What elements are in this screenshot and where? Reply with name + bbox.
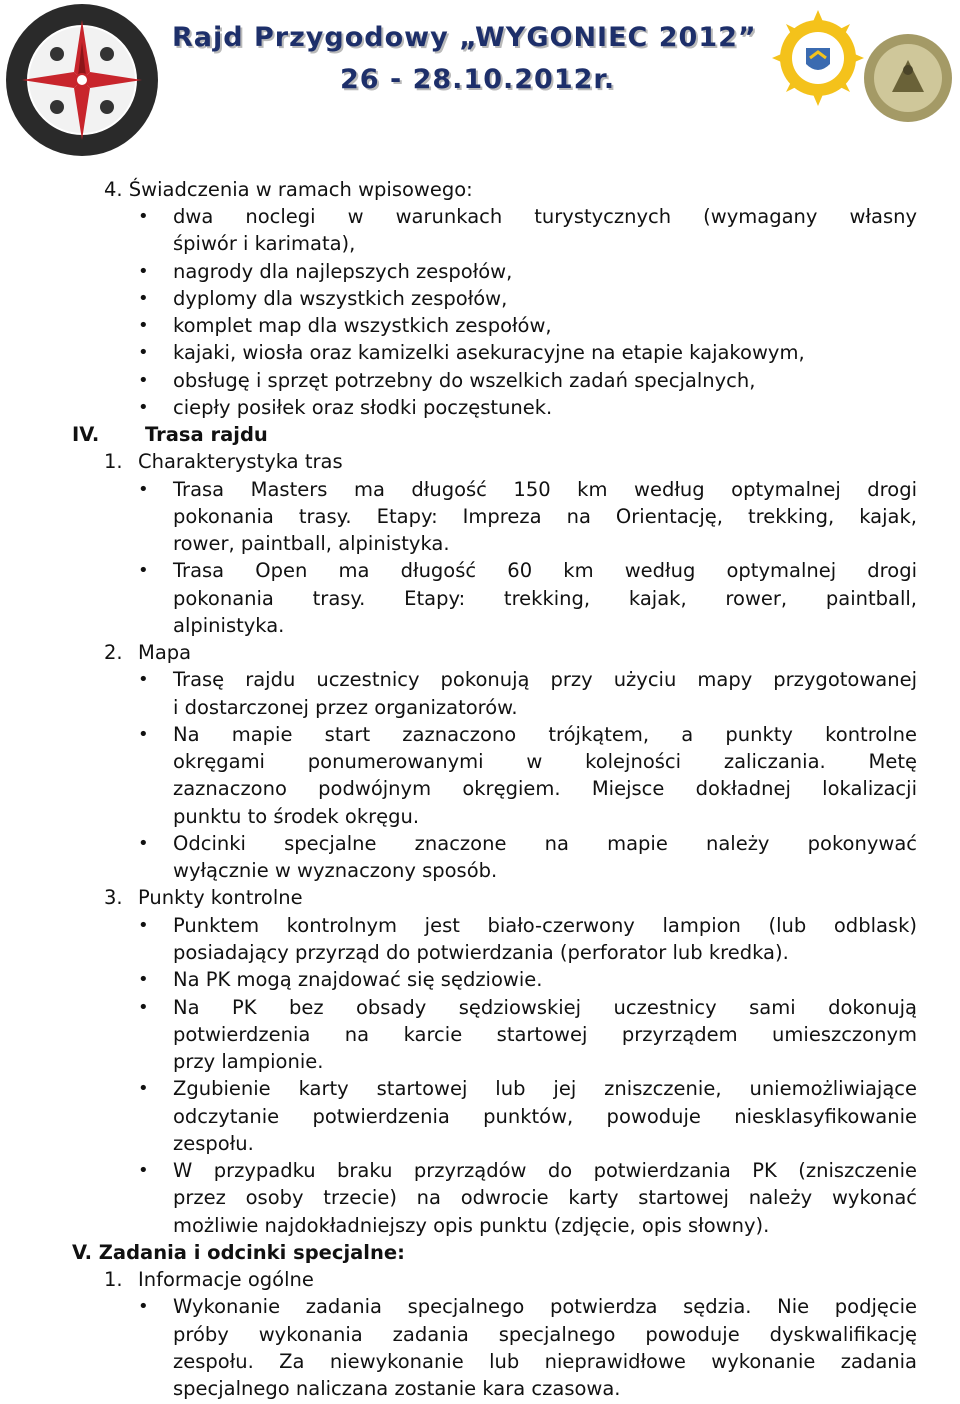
list-item-continuation: pokonania trasy. Etapy: trekking, kajak, rower, paintball, [173, 587, 917, 610]
club-seal-logo [862, 30, 954, 126]
list-item: Trasa Open ma długość 60 km według optymalnej drogi [173, 559, 917, 582]
bullet: • [138, 370, 149, 391]
list-item-continuation: próby wykonania zadania specjalnego powoduje dyskwalifikację [173, 1323, 917, 1346]
bullet: • [138, 833, 149, 854]
list-item: Punktem kontrolnym jest biało-czerwony lampion (lub odblask) [173, 914, 917, 937]
list-item-continuation: wyłącznie w wyznaczony sposób. [173, 859, 498, 882]
bullet: • [138, 997, 149, 1018]
list-item: Odcinki specjalne znaczone na mapie należy pokonywać [173, 832, 917, 855]
list-item: obsługę i sprzęt potrzebny do wszelkich zadań specjalnych, [173, 369, 756, 392]
list-item-continuation: posiadający przyrząd do potwierdzania (perforator lub kredka). [173, 941, 789, 964]
section-iv-title: Trasa rajdu [145, 423, 268, 446]
association-logo [772, 8, 864, 108]
list-item-continuation: zaznaczono podwójnym okręgiem. Miejsce dokładnej lokalizacji [173, 777, 917, 800]
header-date: 26 - 28.10.2012r. [340, 64, 616, 95]
list-item: W przypadku braku przyrządów do potwierdzania PK (zniszczenie [173, 1159, 917, 1182]
list-item: dyplomy dla wszystkich zespołów, [173, 287, 508, 310]
list-item-continuation: zespołu. Za niewykonanie lub nieprawidłowe wykonanie zadania [173, 1350, 917, 1373]
subsection-5-1-title: Informacje ogólne [138, 1268, 314, 1291]
subsection-3-number: 3. [104, 886, 123, 909]
subsection-1-title: Charakterystyka tras [138, 450, 343, 473]
bullet: • [138, 288, 149, 309]
list-item-continuation: alpinistyka. [173, 614, 285, 637]
list-item: ciepły posiłek oraz słodki poczęstunek. [173, 396, 553, 419]
subsection-5-1-number: 1. [104, 1268, 123, 1291]
bullet: • [138, 342, 149, 363]
rally-logo [2, 2, 162, 158]
header-title: Rajd Przygodowy „WYGONIEC 2012” [172, 22, 757, 53]
list-item: Na PK bez obsady sędziowskiej uczestnicy sami dokonują [173, 996, 917, 1019]
bullet: • [138, 669, 149, 690]
page-header [0, 0, 960, 165]
list-item: Wykonanie zadania specjalnego potwierdza sędzia. Nie podjęcie [173, 1295, 917, 1318]
list-item-continuation: specjalnego naliczana zostanie kara czasowa. [173, 1377, 621, 1400]
list-item-continuation: rower, paintball, alpinistyka. [173, 532, 450, 555]
list-item-continuation: punktu to środek okręgu. [173, 805, 420, 828]
bullet: • [138, 1160, 149, 1181]
list-item: nagrody dla najlepszych zespołów, [173, 260, 513, 283]
subsection-1-number: 1. [104, 450, 123, 473]
list-item: Trasę rajdu uczestnicy pokonują przy użyciu mapy przygotowanej [173, 668, 917, 691]
list-item-continuation: potwierdzenia na karcie startowej przyrządem umieszczonym [173, 1023, 917, 1046]
list-item: Na PK mogą znajdować się sędziowie. [173, 968, 543, 991]
section-iv-number: IV. [72, 423, 100, 446]
list-item-continuation: okręgami ponumerowanymi w kolejności zaliczania. Metę [173, 750, 917, 773]
subsection-2-number: 2. [104, 641, 123, 664]
subsection-2-title: Mapa [138, 641, 192, 664]
list-item-continuation: śpiwór i karimata), [173, 232, 356, 255]
bullet: • [138, 261, 149, 282]
bullet: • [138, 315, 149, 336]
section-v-title: V. Zadania i odcinki specjalne: [72, 1241, 405, 1264]
list-item: dwa noclegi w warunkach turystycznych (wymagany własny [173, 205, 917, 228]
list-item: Zgubienie karty startowej lub jej zniszczenie, uniemożliwiające [173, 1077, 917, 1100]
list-item-continuation: zespołu. [173, 1132, 254, 1155]
list-item-continuation: odczytanie potwierdzenia punktów, powoduje niesklasyfikowanie [173, 1105, 917, 1128]
list-item: Na mapie start zaznaczono trójkątem, a punkty kontrolne [173, 723, 917, 746]
bullet: • [138, 915, 149, 936]
bullet: • [138, 479, 149, 500]
section-4-heading: 4. Świadczenia w ramach wpisowego: [104, 178, 473, 201]
subsection-3-title: Punkty kontrolne [138, 886, 303, 909]
bullet: • [138, 969, 149, 990]
bullet: • [138, 1078, 149, 1099]
list-item-continuation: pokonania trasy. Etapy: Impreza na Orientację, trekking, kajak, [173, 505, 917, 528]
list-item: kajaki, wiosła oraz kamizelki asekuracyjne na etapie kajakowym, [173, 341, 805, 364]
bullet: • [138, 560, 149, 581]
list-item-continuation: przez osoby trzecie) na odwrocie karty startowej należy wykonać [173, 1186, 917, 1209]
list-item: Trasa Masters ma długość 150 km według optymalnej drogi [173, 478, 917, 501]
bullet: • [138, 724, 149, 745]
bullet: • [138, 1296, 149, 1317]
list-item-continuation: przy lampionie. [173, 1050, 324, 1073]
list-item-continuation: i dostarczonej przez organizatorów. [173, 696, 518, 719]
list-item-continuation: możliwie najdokładniejszy opis punktu (zdjęcie, opis słowny). [173, 1214, 770, 1237]
list-item: komplet map dla wszystkich zespołów, [173, 314, 552, 337]
bullet: • [138, 206, 149, 227]
bullet: • [138, 397, 149, 418]
